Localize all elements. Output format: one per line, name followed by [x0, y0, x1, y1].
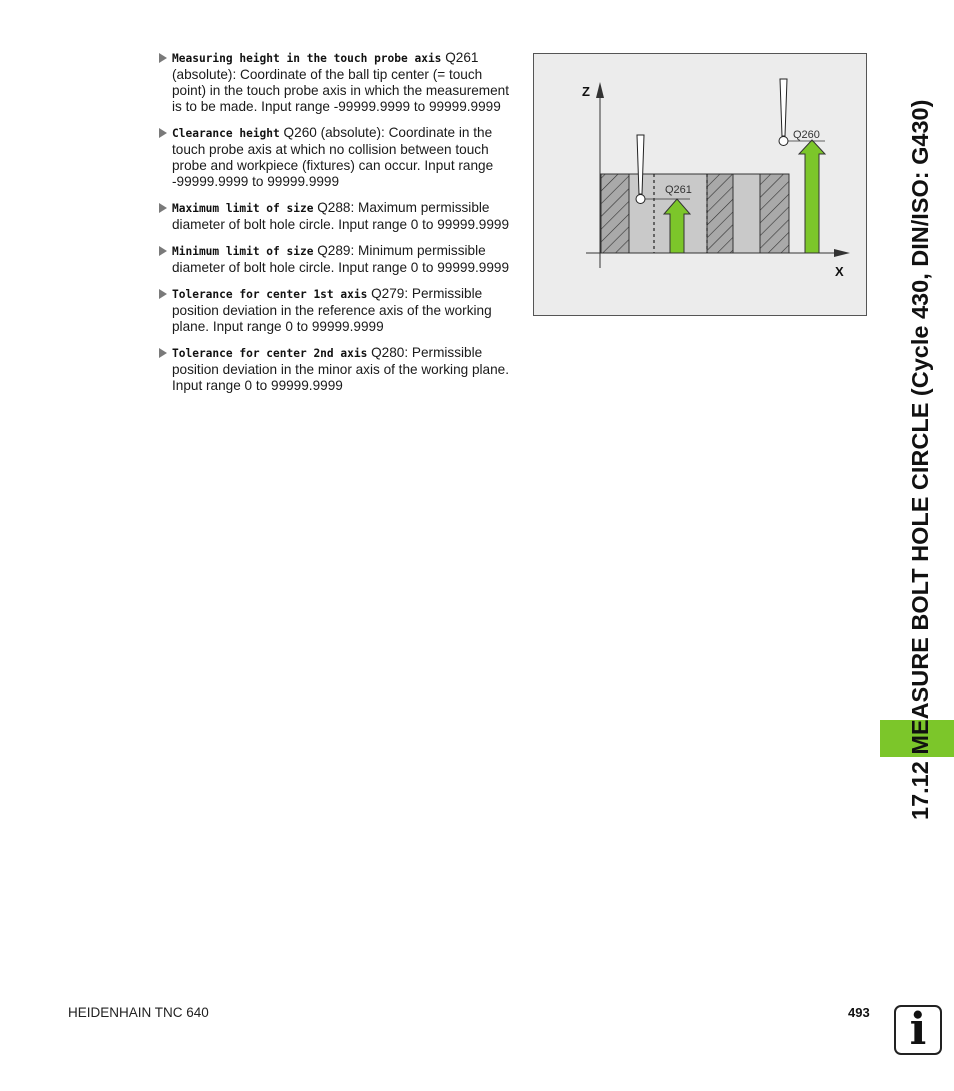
param-name: Maximum limit of size	[172, 202, 314, 215]
param-tolerance-1st-axis	[158, 286, 514, 335]
param-name: Clearance height	[172, 127, 280, 140]
x-axis-label: X	[835, 264, 844, 279]
bullet-arrow-icon	[159, 203, 167, 213]
param-description: Q280: Permissible position deviation in the minor axis of the working plane. Input range 0 to 99999.9999	[172, 345, 510, 393]
q260-label: Q260	[793, 129, 820, 141]
bullet-arrow-icon	[159, 53, 167, 63]
chapter-title: 17.12 MEASURE BOLT HOLE CIRCLE (Cycle 430, DIN/ISO: G430)	[907, 99, 933, 820]
info-icon	[894, 1005, 942, 1055]
param-description: Q279: Permissible position deviation in the reference axis of the working plane. Input range 0 to 99999.9999	[172, 286, 492, 334]
bullet-arrow-icon	[159, 289, 167, 299]
param-max-limit	[158, 200, 514, 233]
param-measuring-height	[158, 50, 514, 115]
param-tolerance-2nd-axis	[158, 345, 514, 394]
q261-label: Q261	[665, 184, 692, 196]
param-name: Tolerance for center 2nd axis	[172, 347, 368, 360]
param-description: Q260 (absolute): Coordinate in the touch probe axis at which no collision between touch probe and workpiece (fixtures) can occur. Input range -99999.9999 to 99999.9999	[172, 125, 494, 189]
param-name: Minimum limit of size	[172, 245, 314, 258]
touch-probe-ball-high	[779, 137, 788, 146]
z-axis-label: Z	[582, 84, 590, 99]
chapter-title-area	[885, 0, 954, 820]
page-number: 493	[848, 1005, 870, 1020]
workpiece-hatch-mid	[707, 174, 733, 253]
param-clearance-height	[158, 125, 514, 190]
probe-diagram	[533, 53, 867, 316]
workpiece-hatch-left	[601, 174, 629, 253]
bullet-arrow-icon	[159, 246, 167, 256]
bullet-arrow-icon	[159, 128, 167, 138]
z-axis-arrowhead	[596, 82, 604, 98]
param-min-limit	[158, 243, 514, 276]
param-description: Q289: Minimum permissible diameter of bolt hole circle. Input range 0 to 99999.9999	[172, 243, 510, 275]
q260-height-arrow	[799, 140, 825, 253]
x-axis-arrowhead	[834, 249, 850, 257]
probe-diagram-svg	[534, 54, 866, 315]
parameter-list	[158, 50, 514, 404]
param-name: Tolerance for center 1st axis	[172, 288, 368, 301]
info-glyph: i	[909, 1004, 927, 1055]
footer-product: HEIDENHAIN TNC 640	[68, 1005, 209, 1020]
touch-probe-ball-low	[636, 195, 645, 204]
bullet-arrow-icon	[159, 348, 167, 358]
param-description: Q288: Maximum permissible diameter of bolt hole circle. Input range 0 to 99999.9999	[172, 200, 510, 232]
param-description: Q261 (absolute): Coordinate of the ball tip center (= touch point) in the touch probe axis in which the measurement is to be made. Input range -99999.9999 to 99999.9999	[172, 50, 510, 114]
workpiece-hatch-right	[760, 174, 789, 253]
touch-probe-stylus-high	[780, 79, 787, 136]
param-name: Measuring height in the touch probe axis	[172, 52, 442, 65]
